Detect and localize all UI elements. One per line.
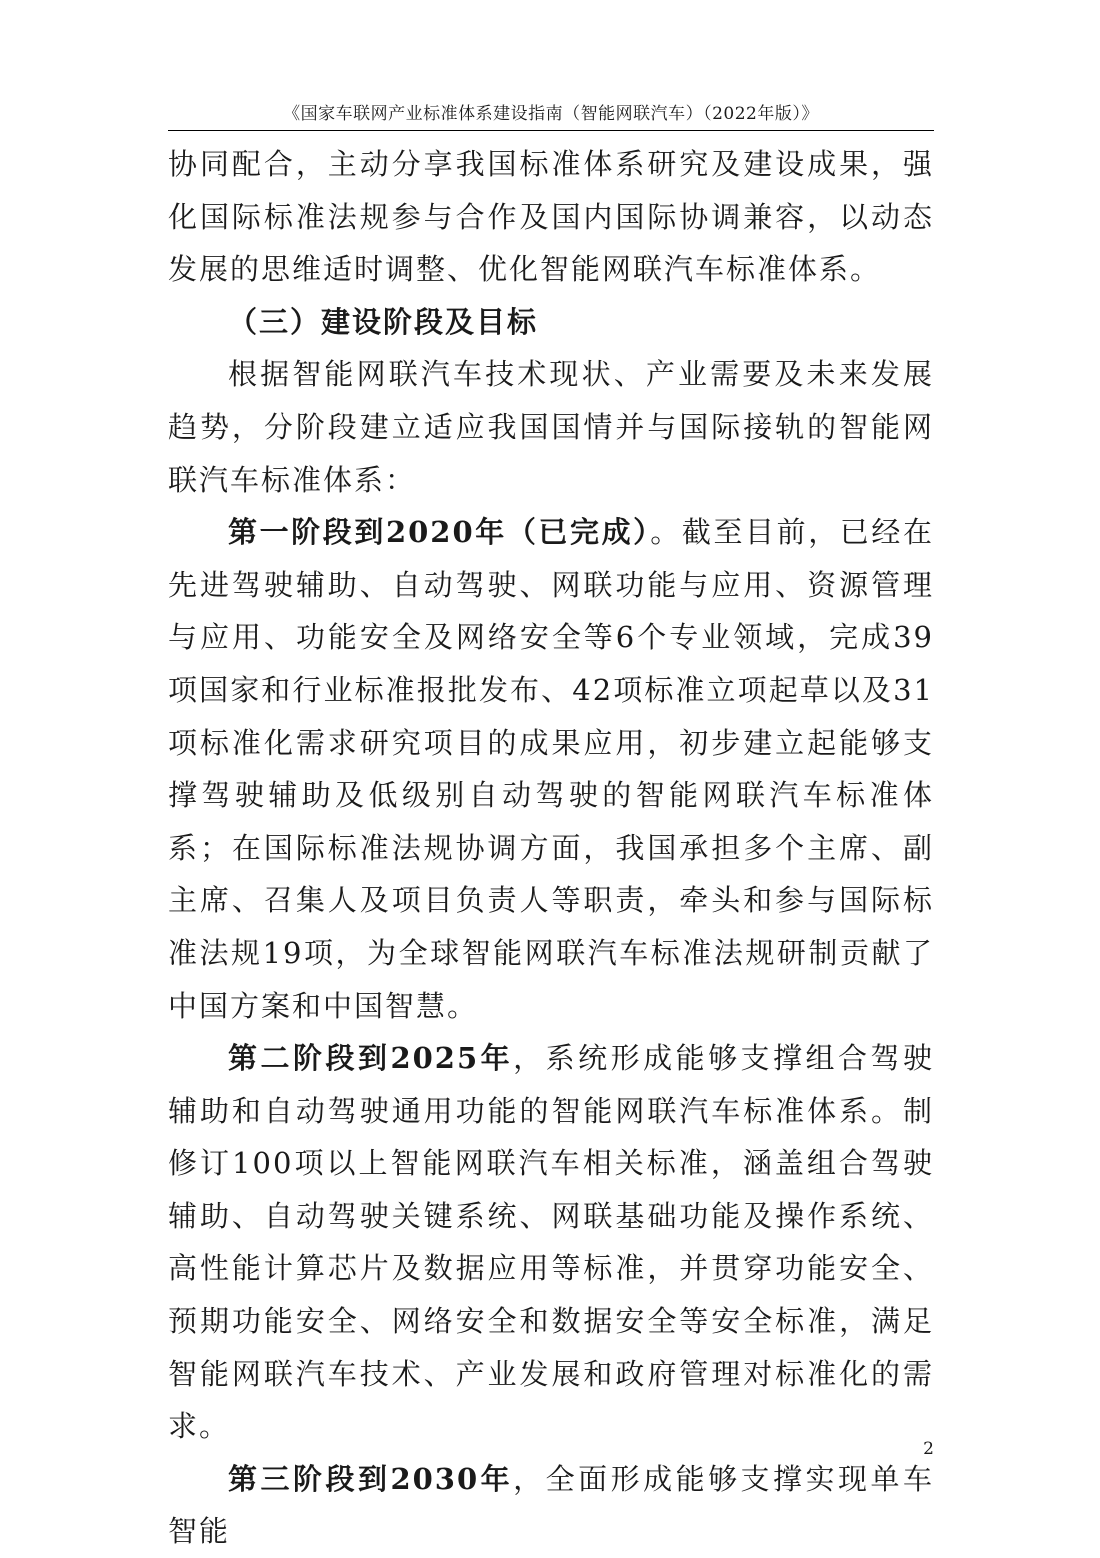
stage-2-text: ，系统形成能够支撑组合驾驶辅助和自动驾驶通用功能的智能网联汽车标准体系。制修订100项以上智能网联汽车相关标准，涵盖组合驾驶辅助、自动驾驶关键系统、网联基础功能及操作系统、高性能计算芯片及数据应用等标准，并贯穿功能安全、预期功能安全、网络安全和数据安全等安全标准，满足智能网联汽车技术、产业发展和政府管理对标准化的需求。 [168,1041,934,1444]
paragraph-stage-2 [168,1032,934,1453]
stage-1-text: 。截至目前，已经在先进驾驶辅助、自动驾驶、网联功能与应用、资源管理与应用、功能安全及网络安全等6个专业领域，完成39项国家和行业标准报批发布、42项标准立项起草以及31项标准化需求研究项目的成果应用，初步建立起能够支撑驾驶辅助及低级别自动驾驶的智能网联汽车标准体系；在国际标准法规协调方面，我国承担多个主席、副主席、召集人及项目负责人等职责，牵头和参与国际标准法规19项，为全球智能网联汽车标准法规研制贡献了中国方案和中国智慧。 [168,515,934,1023]
stage-2-lead: 第二阶段到2025年 [228,1041,514,1076]
paragraph-stage-1 [168,506,934,1032]
stage-1-lead: 第一阶段到2020年（已完成） [228,515,651,550]
paragraph-continuation: 协同配合，主动分享我国标准体系研究及建设成果，强化国际标准法规参与合作及国内国际协调兼容，以动态发展的思维适时调整、优化智能网联汽车标准体系。 [168,147,934,287]
running-header: 《国家车联网产业标准体系建设指南（智能网联汽车）（2022年版）》 [283,104,819,124]
stage-3-lead: 第三阶段到2030年 [228,1461,514,1496]
header-divider [168,130,934,131]
page-number: 2 [923,1439,934,1459]
paragraph-intro: 根据智能网联汽车技术现状、产业需要及未来发展趋势，分阶段建立适应我国国情并与国际接轨的智能网联汽车标准体系： [168,357,934,497]
document-body [168,138,934,1558]
section-heading: （三）建设阶段及目标 [228,304,539,339]
paragraph-stage-3 [168,1453,934,1558]
stage-3-text: ，全面形成能够支撑实现单车智能 [168,1461,934,1549]
